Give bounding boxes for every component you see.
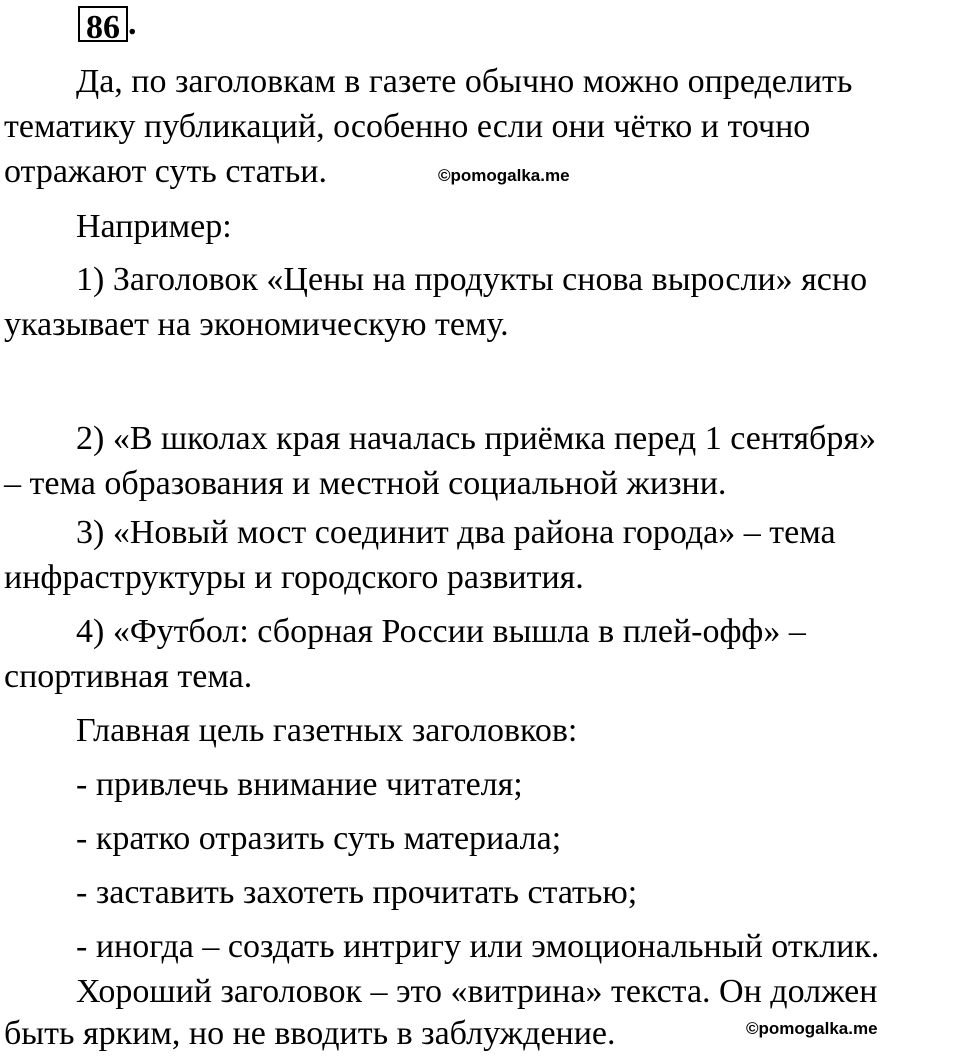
paragraph-line: Главная цель газетных заголовков:: [76, 712, 578, 749]
paragraph-line: 4) «Футбол: сборная России вышла в плей-офф» –: [76, 613, 806, 650]
paragraph-line: спортивная тема.: [4, 658, 253, 695]
watermark: ©pomogalka.me: [438, 166, 570, 185]
task-number: 86 .: [78, 4, 128, 44]
paragraph-line: Да, по заголовкам в газете обычно можно определить: [76, 63, 853, 100]
watermark: ©pomogalka.me: [746, 1019, 878, 1038]
paragraph-line: – тема образования и местной социальной жизни.: [4, 465, 727, 502]
paragraph-line: Например:: [76, 208, 232, 245]
list-item: - заставить захотеть прочитать статью;: [76, 874, 638, 911]
paragraph-line: указывает на экономическую тему.: [4, 306, 509, 343]
paragraph-line: быть ярким, но не вводить в заблуждение.: [4, 1015, 616, 1052]
task-number-box: 86: [78, 6, 128, 42]
list-item: - привлечь внимание читателя;: [76, 766, 523, 803]
paragraph-line: инфраструктуры и городского развития.: [4, 559, 584, 596]
list-item: - иногда – создать интригу или эмоциональный отклик.: [76, 928, 880, 965]
paragraph-line: Хороший заголовок – это «витрина» текста. Он должен: [76, 973, 878, 1010]
paragraph-line: 2) «В школах края началась приёмка перед 1 сентября»: [76, 420, 876, 457]
paragraph-line: 3) «Новый мост соединит два района города» – тема: [76, 514, 836, 551]
paragraph-line: отражают суть статьи.: [4, 153, 327, 190]
paragraph-line: тематику публикаций, особенно если они чётко и точно: [4, 108, 811, 145]
list-item: - кратко отразить суть материала;: [76, 820, 562, 857]
paragraph-line: 1) Заголовок «Цены на продукты снова выросли» ясно: [76, 261, 868, 298]
